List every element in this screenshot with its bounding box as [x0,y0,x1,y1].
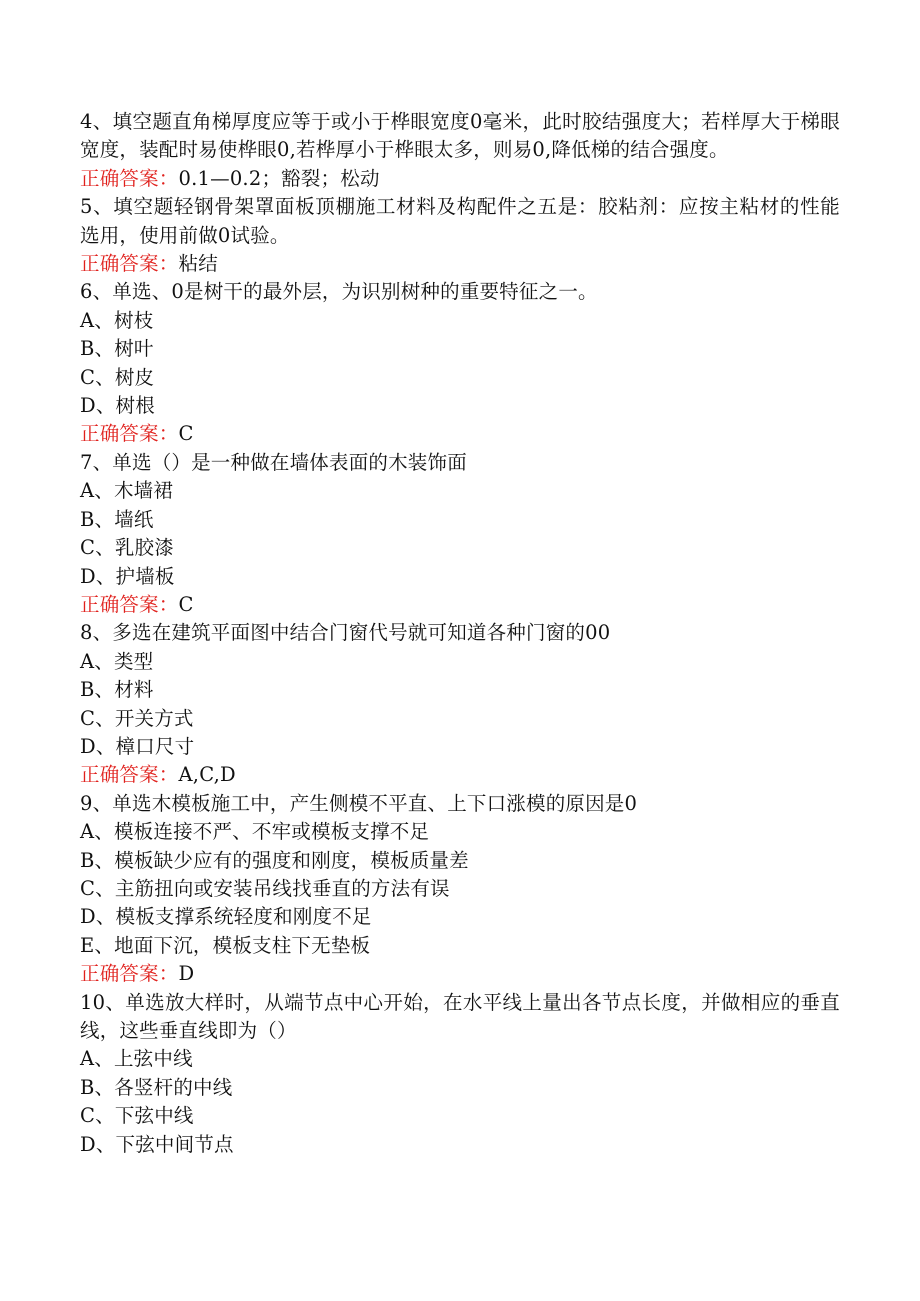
option-a: A、模板连接不严、不牢或模板支撑不足 [80,820,430,844]
question-stem: 8、多选在建筑平面图中结合门窗代号就可知道各种门窗的00 [80,621,611,645]
option-d: D、模板支撑系统轻度和刚度不足 [80,905,372,929]
answer-value: 0.1—0.2；豁裂；松动 [178,166,380,190]
question-stem: 5、填空题轻钢骨架罩面板顶棚施工材料及构配件之五是：胶粘剂：应按主粘材的性能选用，使用前做0试验。 [80,195,840,247]
question-stem: 10、单选放大样时，从端节点中心开始，在水平线上量出各节点长度，并做相应的垂直线，这些垂直线即为（） [80,990,840,1042]
question-9 [80,790,840,989]
answer-label: 正确答案： [80,592,179,616]
answer-line [80,591,840,619]
option-c: C、树皮 [80,365,155,389]
answer-value: C [178,422,194,446]
option-b: B、各竖杆的中线 [80,1075,233,1099]
option-b: B、树叶 [80,337,154,361]
question-6 [80,278,840,448]
answer-label: 正确答案： [80,422,179,446]
answer-label: 正确答案： [80,252,179,276]
answer-line [80,960,840,988]
answer-line [80,165,840,193]
option-d: D、下弦中间节点 [80,1132,234,1156]
option-d: D、护墙板 [80,564,175,588]
option-a: A、树枝 [80,308,154,332]
option-b: B、模板缺少应有的强度和刚度，模板质量差 [80,848,469,872]
answer-value: 粘结 [178,252,218,276]
option-a: A、木墙裙 [80,479,174,503]
option-c: C、主筋扭向或安装吊线找垂直的方法有误 [80,876,450,900]
answer-label: 正确答案： [80,763,179,787]
option-c: C、乳胶漆 [80,536,174,560]
option-b: B、墙纸 [80,507,154,531]
answer-label: 正确答案： [80,962,179,986]
question-4 [80,108,840,193]
option-a: A、类型 [80,649,154,673]
option-b: B、材料 [80,678,154,702]
document-page [80,108,840,1159]
question-stem: 4、填空题直角梯厚度应等于或小于桦眼宽度0毫米，此时胶结强度大；若样厚大于梯眼宽度，装配时易使桦眼0,若桦厚小于桦眼太多，则易0,降低梯的结合强度。 [80,110,840,162]
answer-label: 正确答案： [80,166,179,190]
option-c: C、开关方式 [80,706,194,730]
answer-value: A,C,D [178,763,236,787]
answer-line [80,250,840,278]
option-a: A、上弦中线 [80,1047,193,1071]
question-stem: 6、单选、0是树干的最外层，为识别树种的重要特征之一。 [80,280,598,304]
question-stem: 9、单选木模板施工中，产生侧模不平直、上下口涨模的原因是0 [80,791,638,815]
option-c: C、下弦中线 [80,1104,194,1128]
answer-value: C [178,592,194,616]
option-d: D、树根 [80,394,155,418]
answer-line [80,761,840,789]
answer-line [80,420,840,448]
question-10 [80,989,840,1159]
question-7 [80,449,840,619]
answer-value: D [178,962,195,986]
question-8 [80,619,840,789]
question-stem: 7、单选（）是一种做在墙体表面的木装饰面 [80,450,467,474]
option-e: E、地面下沉，模板支柱下无垫板 [80,933,371,957]
question-5 [80,193,840,278]
option-d: D、樟口尺寸 [80,734,195,758]
